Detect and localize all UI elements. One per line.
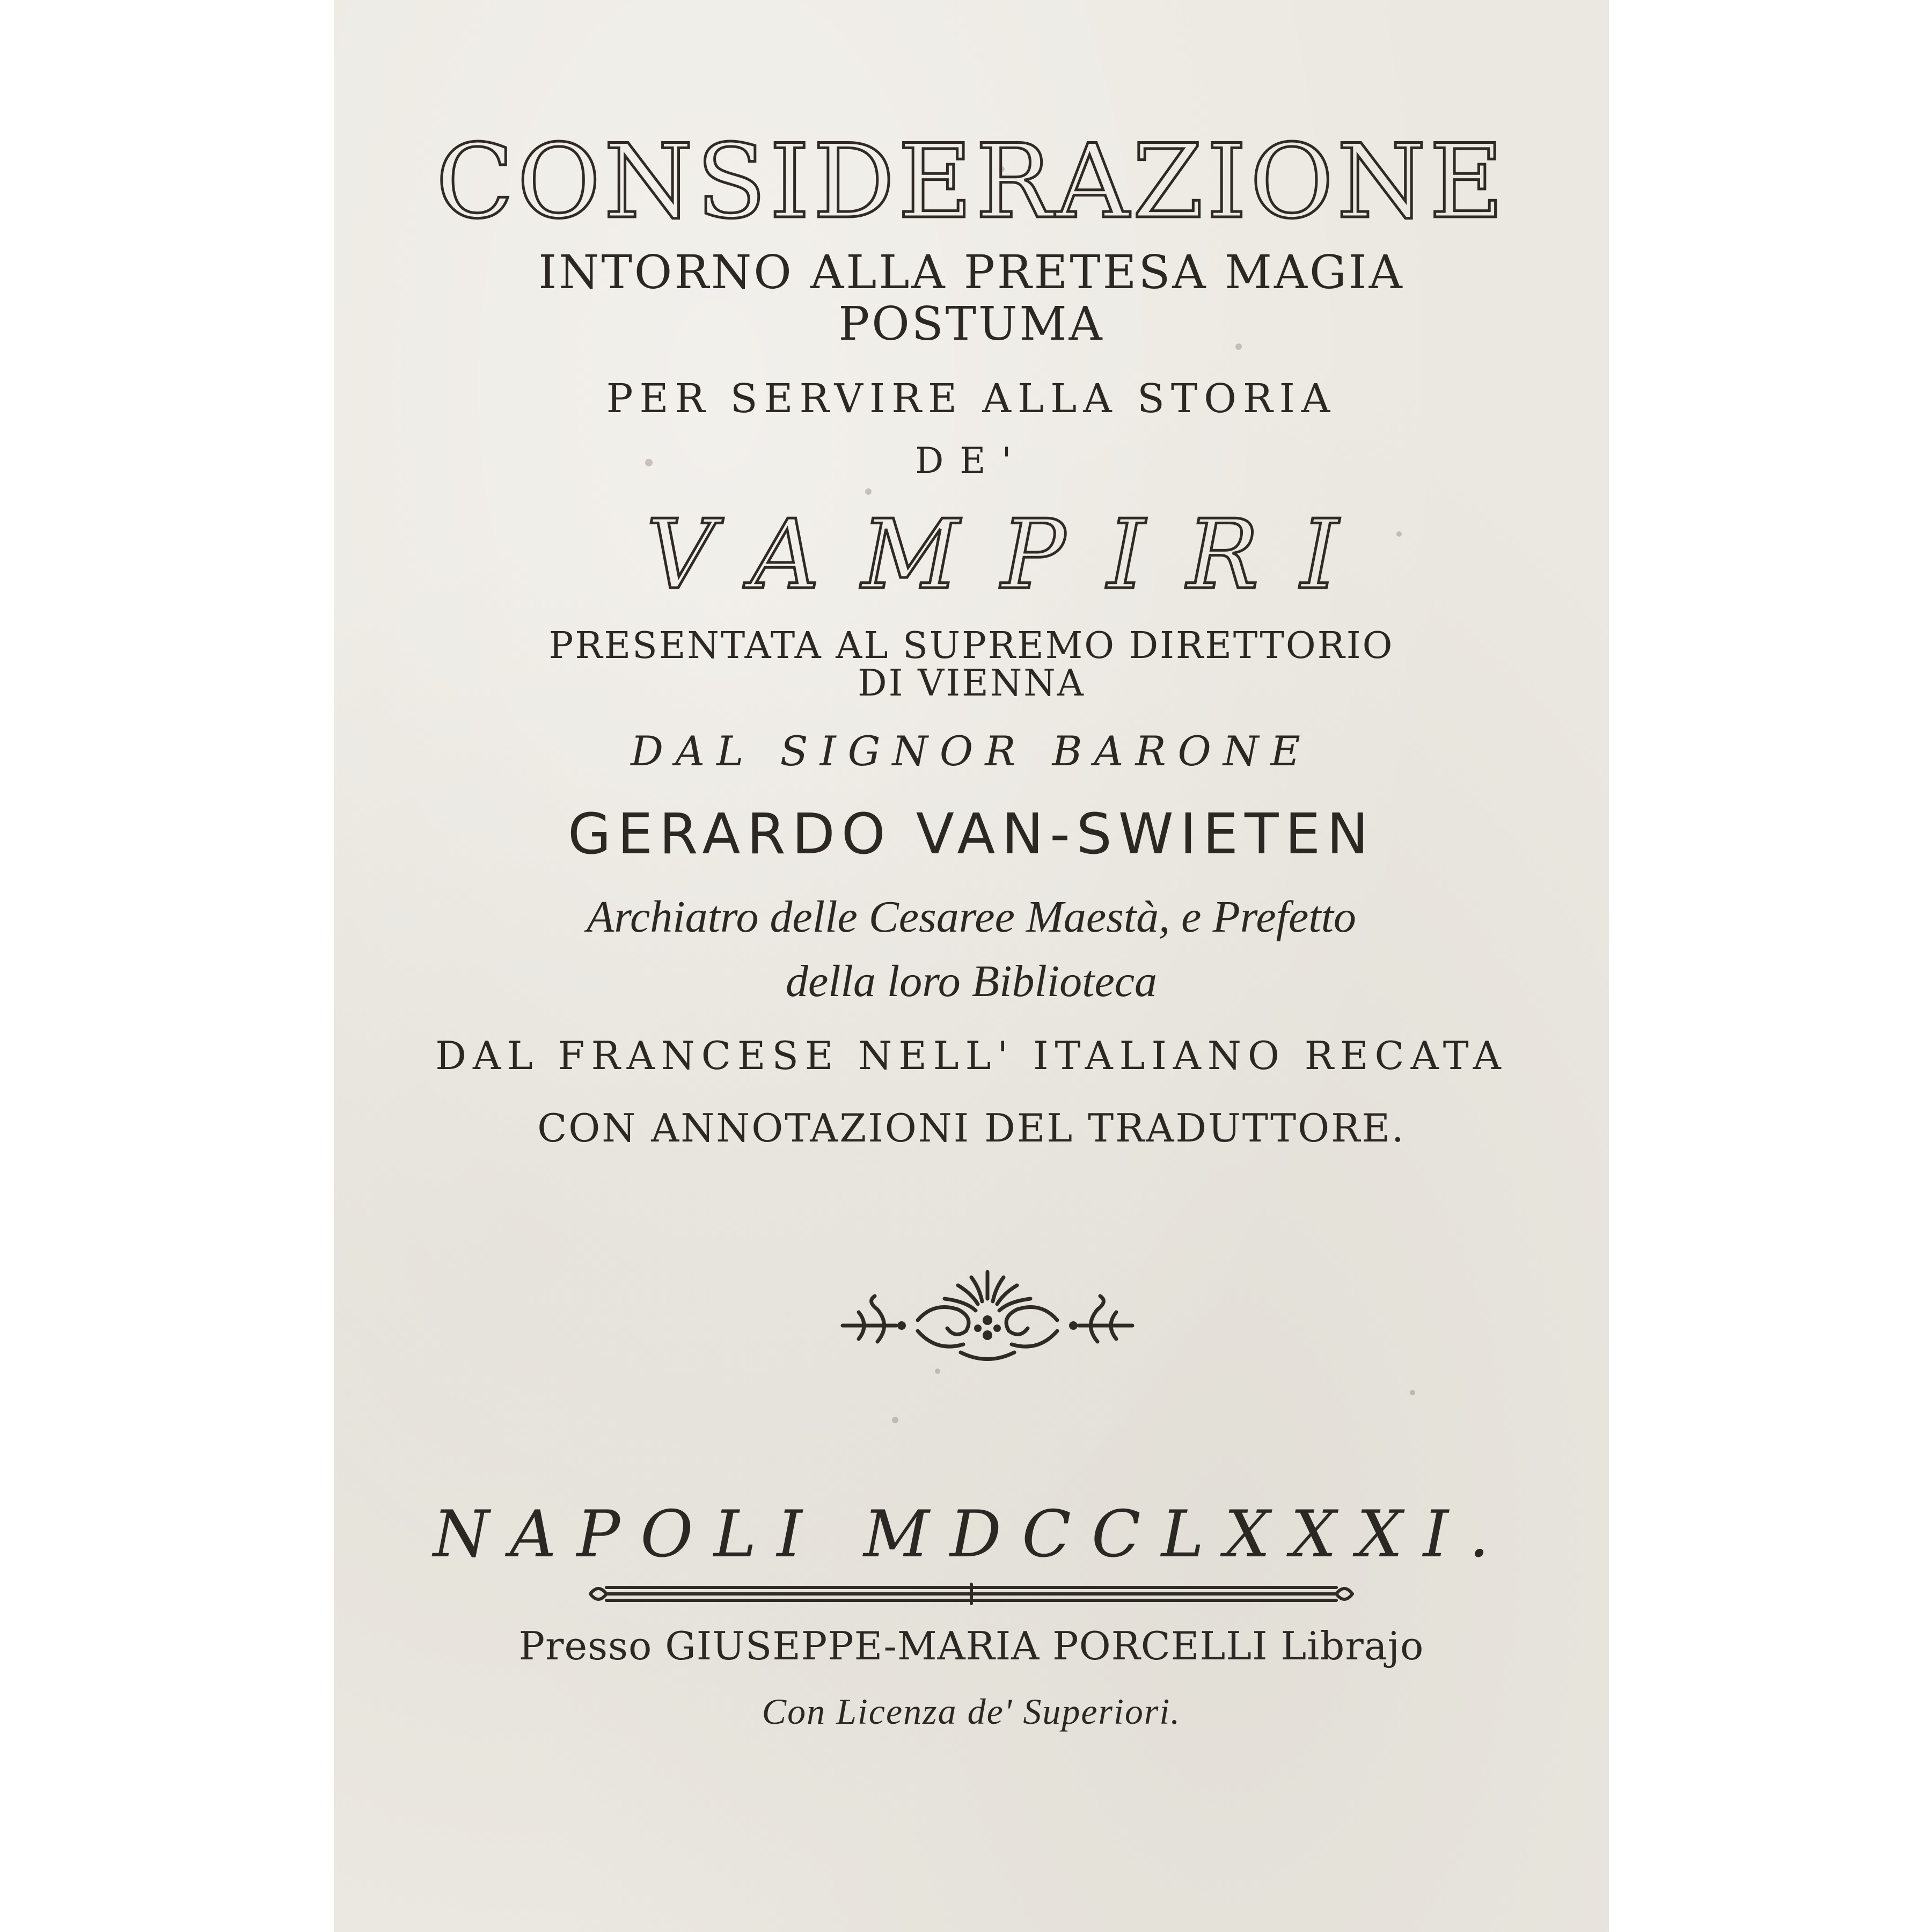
author-role-line-1: Archiatro delle Cesaree Maestà, e Prefetto (587, 892, 1356, 942)
translation-line: DAL FRANCESE NELL' ITALIANO RECATA (435, 1033, 1507, 1078)
presented-line-2: DI VIENNA (858, 662, 1085, 705)
author-name: GERARDO VAN-SWIETEN (568, 801, 1375, 867)
paper-speck (1410, 1390, 1415, 1395)
purpose-line: PER SERVIRE ALLA STORIA (606, 376, 1337, 422)
title-page (334, 0, 1609, 1932)
by-line: DAL SIGNOR BARONE (631, 727, 1312, 775)
printer-rule-icon (585, 1578, 1358, 1610)
preposition-line: DE' (915, 440, 1028, 481)
book-title: CONSIDERAZIONE (436, 122, 1507, 241)
annotations-line: CON ANNOTAZIONI DEL TRADUTTORE. (537, 1106, 1406, 1151)
presented-line-1: PRESENTATA AL SUPREMO DIRETTORIO (548, 625, 1394, 667)
floral-vignette-icon (837, 1250, 1138, 1379)
paper-speck (865, 488, 872, 495)
paper-speck (892, 1417, 898, 1423)
license-line: Con Licenza de' Superiori. (762, 1691, 1181, 1732)
subtitle-line-2: POSTUMA (838, 297, 1104, 351)
publisher-line: Presso GIUSEPPE-MARIA PORCELLI Librajo (518, 1623, 1424, 1668)
subtitle-line-1: INTORNO ALLA PRETESA MAGIA (538, 246, 1404, 299)
imprint-place-year: NAPOLI MDCCLXXXI. (433, 1497, 1510, 1572)
subject-heading: VAMPIRI (646, 499, 1380, 610)
author-role-line-2: della loro Biblioteca (785, 956, 1158, 1006)
